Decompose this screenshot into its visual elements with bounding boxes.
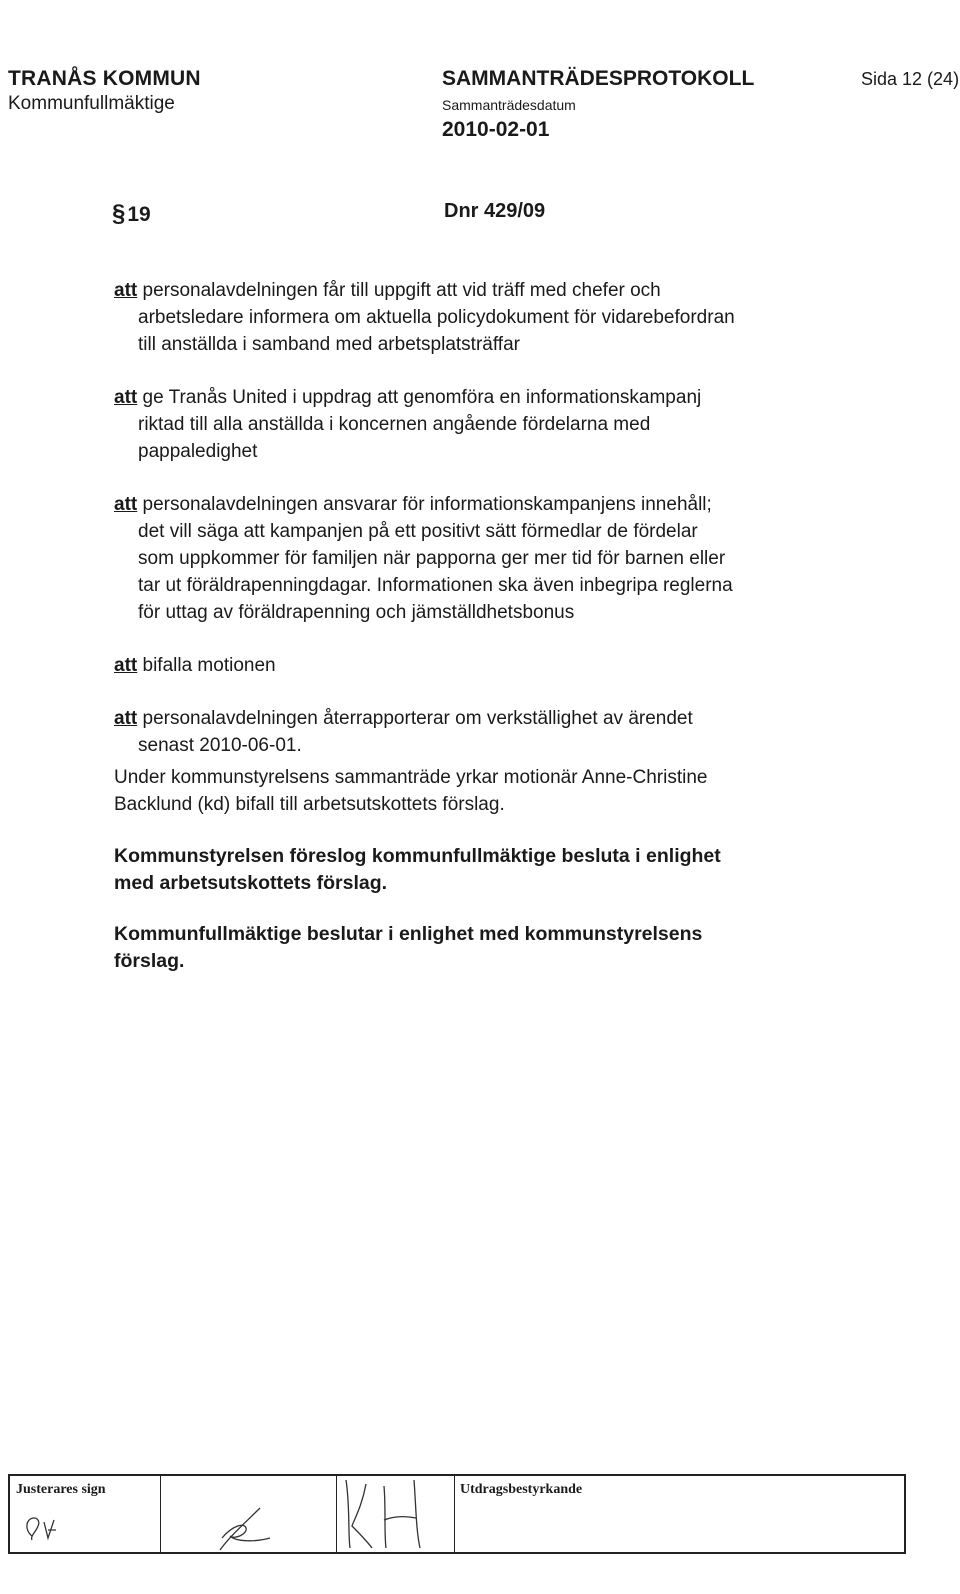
paragraph-number (112, 200, 151, 228)
decision-clauses (114, 277, 844, 785)
clause (114, 652, 844, 679)
att-keyword: att (114, 494, 138, 515)
council-decision (114, 921, 894, 975)
clause-line: riktad till alla anställda i koncernen angående fördelarna med (138, 414, 651, 435)
section-number: 19 (127, 203, 151, 226)
signature-cell-3 (336, 1476, 455, 1552)
clause-line: bifalla motionen (137, 655, 276, 676)
clause-line: som uppkommer för familjen när papporna ger mer tid för barnen eller (138, 548, 726, 569)
signature-table (8, 1474, 906, 1554)
clause-line: tar ut föräldrapenningdagar. Informationen ska även inbegripa reglerna (138, 575, 733, 596)
att-keyword: att (114, 655, 138, 676)
organization-name: TRANÅS KOMMUN (8, 67, 201, 90)
clause (114, 277, 844, 358)
header-center (442, 66, 754, 144)
proposal-line: med arbetsutskottets förslag. (114, 872, 388, 894)
clause-line: det vill säga att kampanjen på ett positivt sätt förmedlar de fördelar (138, 521, 698, 542)
clause-line: senast 2010-06-01. (138, 735, 302, 756)
page-number: Sida 12 (24) (861, 69, 960, 89)
att-keyword: att (114, 708, 138, 729)
clause-line: personalavdelningen får till uppgift att vid träff med chefer och (137, 280, 661, 301)
adjuster-sign-label: Justerares sign (16, 1482, 106, 1497)
handwritten-signature (336, 1476, 454, 1552)
section-symbol: § (112, 200, 126, 227)
diary-number: Dnr 429/09 (444, 200, 546, 222)
clause-line: ge Tranås United i uppdrag att genomföra en informationskampanj (137, 387, 702, 408)
decision-line: förslag. (114, 950, 185, 972)
clause-line: personalavdelningen ansvarar för informationskampanjens innehåll; (137, 494, 712, 515)
meeting-date: 2010-02-01 (442, 118, 550, 141)
clause (114, 384, 844, 465)
clause (114, 705, 844, 759)
clause-line: till anställda i samband med arbetsplatsträffar (138, 334, 520, 355)
clause (114, 491, 844, 626)
date-label: Sammanträdesdatum (442, 97, 576, 113)
decision-line: Kommunfullmäktige beslutar i enlighet med kommunstyrelsens (114, 923, 703, 945)
header-left (8, 66, 201, 116)
statement-line: Backlund (kd) bifall till arbetsutskottets förslag. (114, 794, 505, 815)
clause-line: för uttag av föräldrapenning och jämställdhetsbonus (138, 602, 575, 623)
board-proposal (114, 843, 894, 897)
signature-cell-certification (454, 1476, 904, 1552)
signature-cell-2 (160, 1476, 337, 1552)
clause-line: personalavdelningen återrapporterar om verkställighet av ärendet (137, 708, 693, 729)
statement-paragraph (114, 764, 874, 818)
body-name: Kommunfullmäktige (8, 93, 175, 114)
certification-label: Utdragsbestyrkande (460, 1482, 583, 1497)
att-keyword: att (114, 387, 138, 408)
signature-cell-adjuster (10, 1476, 161, 1552)
clause-line: arbetsledare informera om aktuella policydokument för vidarebefordran (138, 307, 735, 328)
statement-line: Under kommunstyrelsens sammanträde yrkar motionär Anne-Christine (114, 767, 708, 788)
proposal-line: Kommunstyrelsen föreslog kommunfullmäktige besluta i enlighet (114, 845, 721, 867)
protocol-title: SAMMANTRÄDESPROTOKOLL (442, 67, 755, 90)
initials-signature (10, 1476, 160, 1552)
clause-line: pappaledighet (138, 441, 258, 462)
handwritten-signature (160, 1476, 336, 1552)
att-keyword: att (114, 280, 138, 301)
